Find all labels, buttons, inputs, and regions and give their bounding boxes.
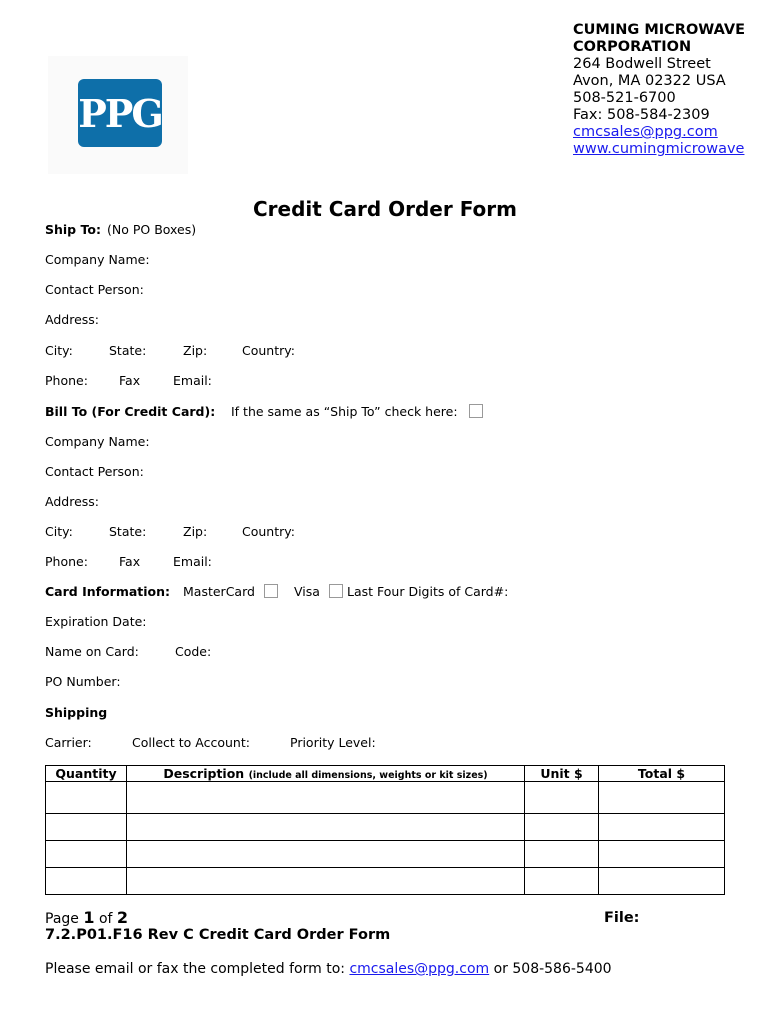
page-total: 2 [116,908,129,927]
bill-company-label: Company Name: [45,434,150,449]
total-cell[interactable] [599,868,725,895]
ship-to-note: (No PO Boxes) [107,222,197,237]
logo-area [48,56,188,174]
company-phone: 508-521-6700 [573,90,676,106]
ship-country-label: Country: [242,343,295,358]
ship-fax-label: Fax [119,373,141,388]
ppg-logo: PPG [78,79,162,147]
bill-contact-label: Contact Person: [45,464,144,479]
description-cell[interactable] [127,814,525,841]
mastercard-checkbox[interactable] [264,584,278,598]
col-quantity: Quantity [46,766,127,782]
form-title: Credit Card Order Form [253,197,517,221]
table-header-row [46,766,725,782]
total-cell[interactable] [599,782,725,814]
company-info [573,22,753,170]
description-cell[interactable] [127,841,525,868]
bill-fax-label: Fax [119,554,141,569]
description-cell[interactable] [127,782,525,814]
company-fax: Fax: 508-584-2309 [573,107,710,123]
quantity-cell[interactable] [46,814,127,841]
company-email-link[interactable]: cmcsales@ppg.com [573,124,718,140]
collect-label: Collect to Account: [132,735,250,750]
po-number-label: PO Number: [45,674,121,689]
email-instructions [45,961,612,977]
col-description-label: Description [163,766,245,781]
bill-phone-label: Phone: [45,554,88,569]
quantity-cell[interactable] [46,782,127,814]
card-info-heading: Card Information: [45,584,171,599]
total-cell[interactable] [599,814,725,841]
email-suffix: or 508-586-5400 [493,961,612,977]
ship-phone-label: Phone: [45,373,88,388]
shipping-heading: Shipping [45,705,108,720]
quantity-cell[interactable] [46,868,127,895]
priority-label: Priority Level: [290,735,376,750]
ship-city-label: City: [45,343,73,358]
name-on-card-label: Name on Card: [45,644,139,659]
carrier-label: Carrier: [45,735,92,750]
page-indicator [45,908,128,927]
page-number: 1 [83,908,95,927]
bill-email-label: Email: [173,554,212,569]
total-cell[interactable] [599,841,725,868]
expiration-label: Expiration Date: [45,614,147,629]
form-id: 7.2.P01.F16 Rev C Credit Card Order Form [45,927,391,943]
unit-cell[interactable] [525,841,599,868]
table-row [46,841,725,868]
last-four-label: Last Four Digits of Card#: [347,584,509,599]
bill-state-label: State: [109,524,147,539]
visa-label: Visa [294,584,320,599]
bill-city-label: City: [45,524,73,539]
col-total: Total $ [599,766,725,782]
same-as-ship-checkbox[interactable] [469,404,483,418]
of-word: of [98,911,113,927]
ship-to-heading: Ship To: [45,222,101,237]
file-label: File: [604,910,640,926]
visa-checkbox[interactable] [329,584,343,598]
page-word: Page [45,911,79,927]
items-table [45,765,725,895]
quantity-cell[interactable] [46,841,127,868]
bill-to-heading: Bill To (For Credit Card): [45,404,216,419]
bill-country-label: Country: [242,524,295,539]
code-label: Code: [175,644,212,659]
company-name: CUMING MICROWAVE CORPORATION [573,22,745,55]
ship-address-label: Address: [45,312,99,327]
ship-company-label: Company Name: [45,252,150,267]
col-unit: Unit $ [525,766,599,782]
col-description-note: (include all dimensions, weights or kit sizes) [248,770,488,781]
company-website-link[interactable]: www.cumingmicrowave [573,141,745,157]
ship-contact-label: Contact Person: [45,282,144,297]
unit-cell[interactable] [525,868,599,895]
table-row [46,814,725,841]
bill-zip-label: Zip: [183,524,208,539]
unit-cell[interactable] [525,782,599,814]
company-city: Avon, MA 02322 USA [573,73,726,89]
ship-state-label: State: [109,343,147,358]
unit-cell[interactable] [525,814,599,841]
mastercard-label: MasterCard [183,584,255,599]
ship-email-label: Email: [173,373,212,388]
col-description [127,766,525,782]
footer-email-link[interactable]: cmcsales@ppg.com [349,961,490,977]
table-row [46,782,725,814]
ship-zip-label: Zip: [183,343,208,358]
bill-address-label: Address: [45,494,99,509]
description-cell[interactable] [127,868,525,895]
email-prefix: Please email or fax the completed form to: [45,961,345,977]
company-street: 264 Bodwell Street [573,56,711,72]
table-row [46,868,725,895]
bill-same-as-label: If the same as “Ship To” check here: [231,404,458,419]
